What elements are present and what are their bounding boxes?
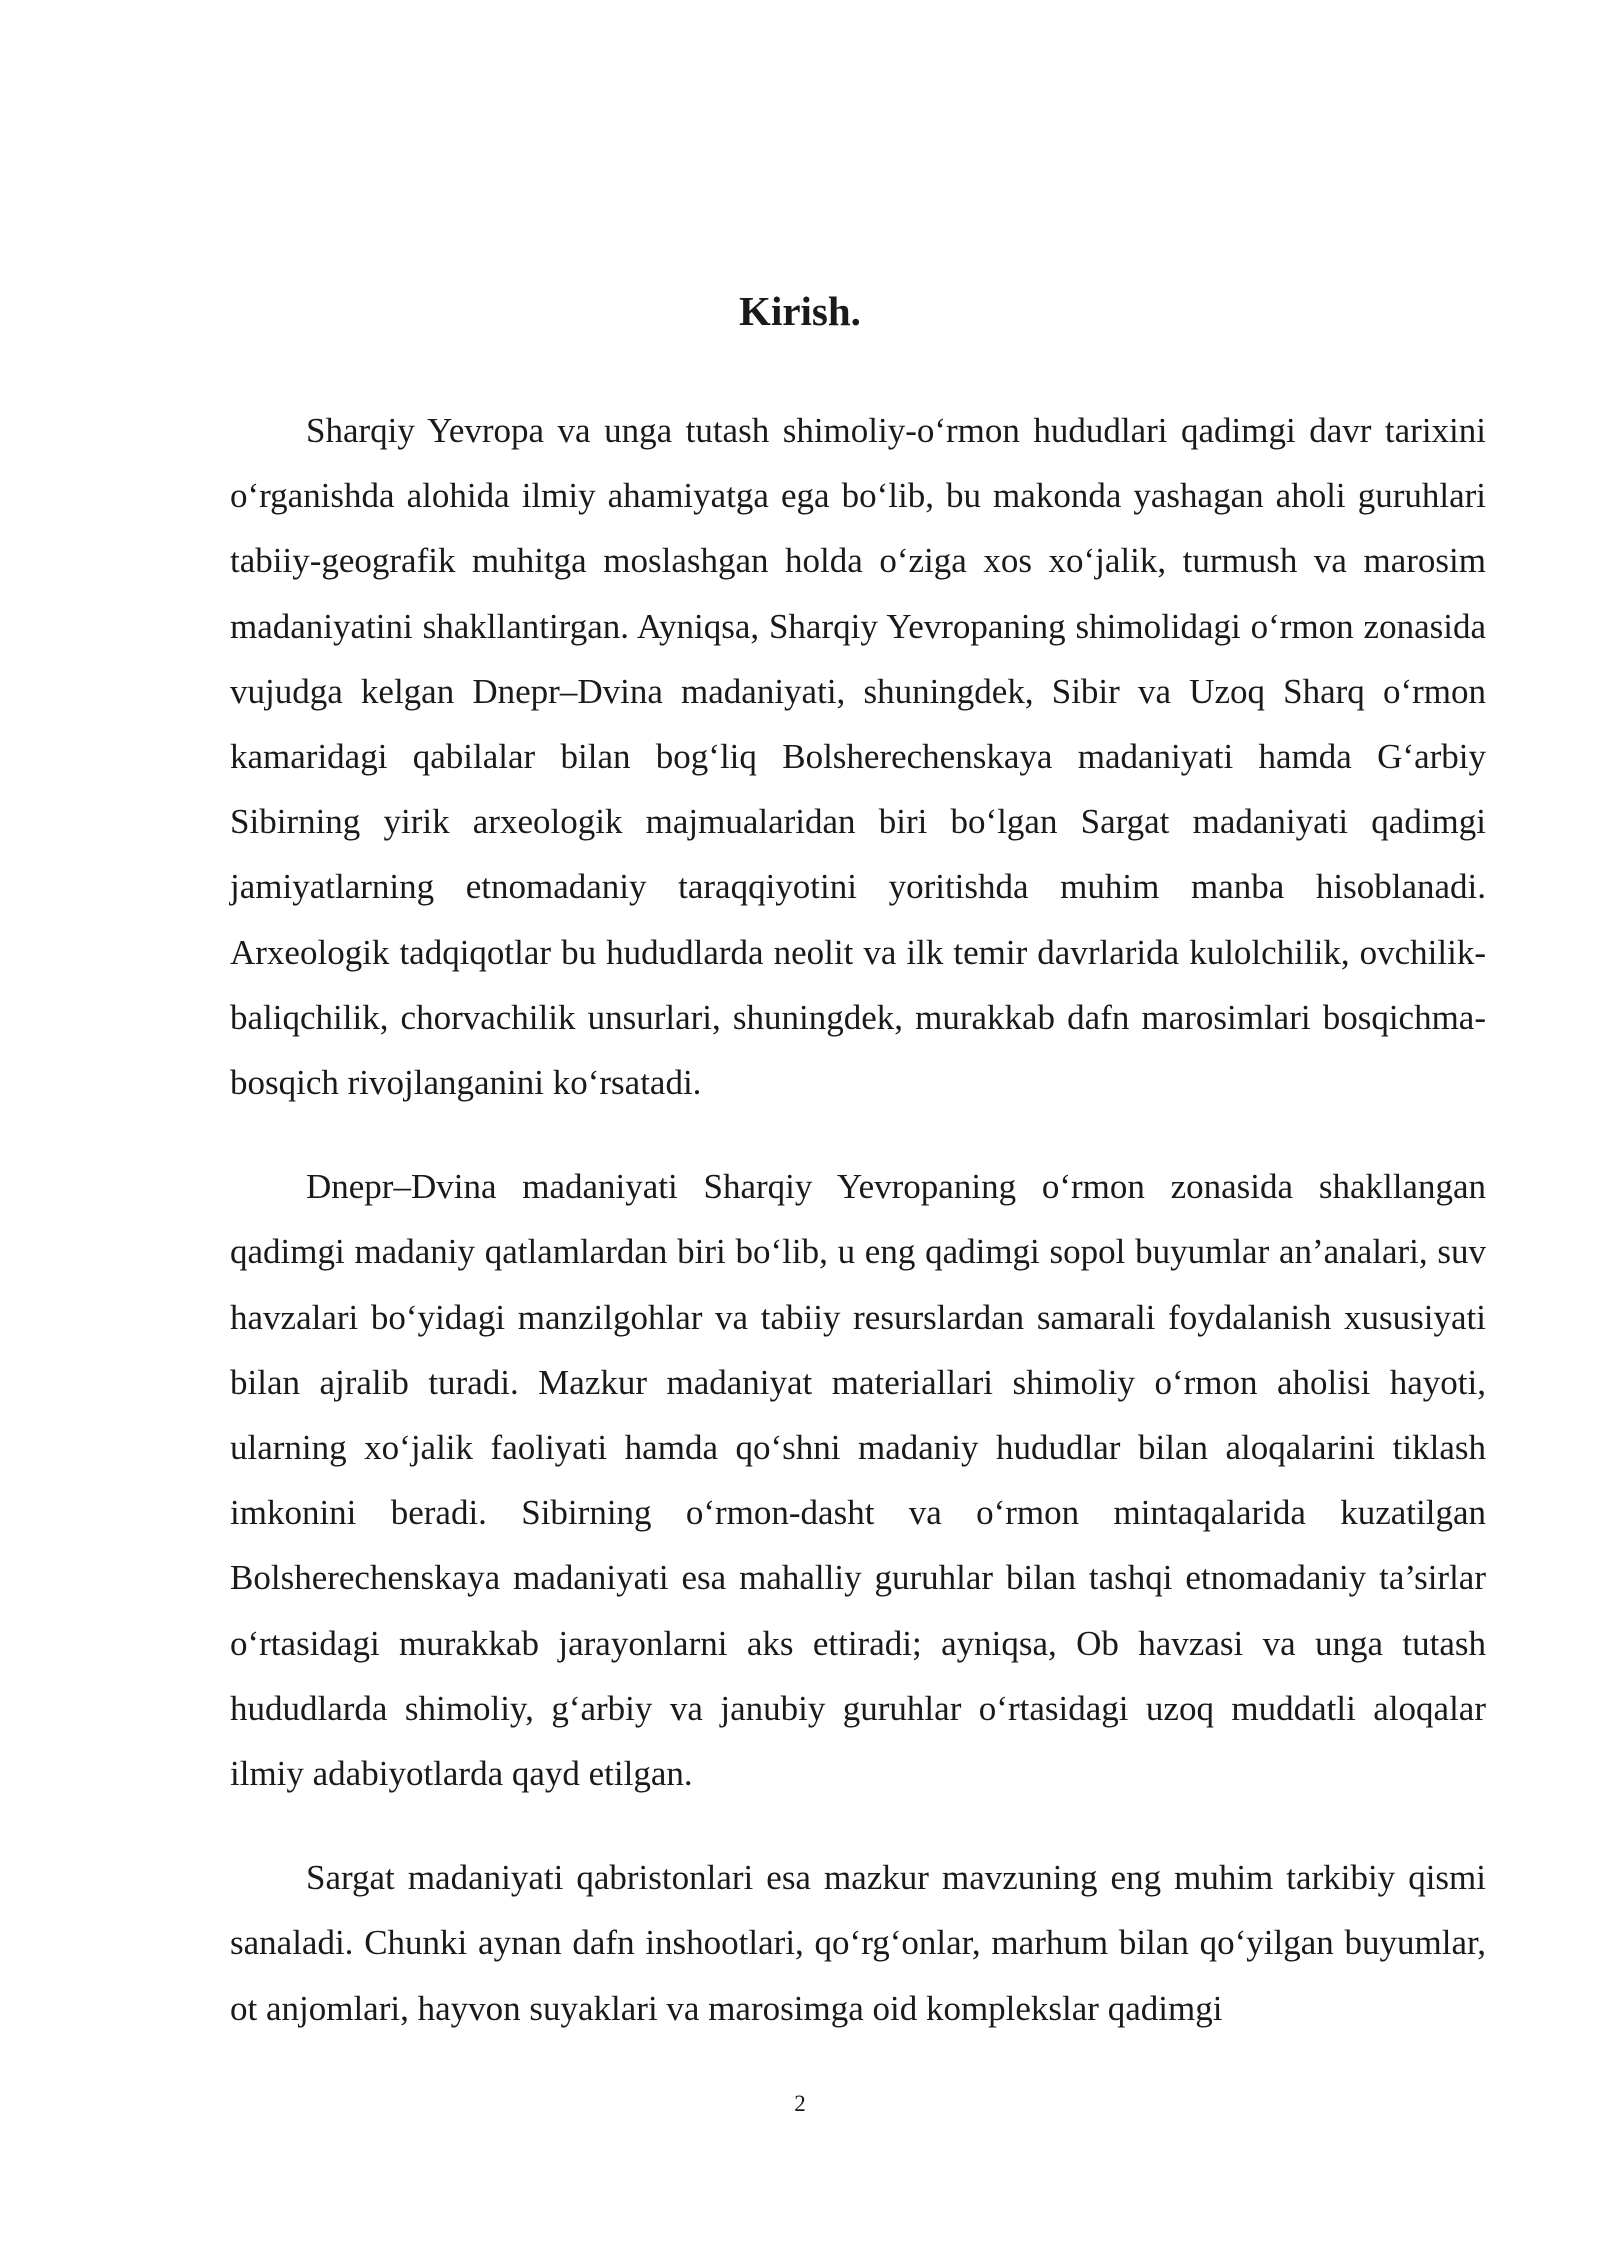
paragraph-3: Sargat madaniyati qabristonlari esa mazkur mavzuning eng muhim tarkibiy qismi sanaladi. Chunki aynan dafn inshootlari, qoʻrgʻonlar, marhum bilan qoʻyilgan buyumlar, ot anjomlari, hayvon suyaklari va marosimga oid komplekslar qadimgi <box>230 1858 1486 2028</box>
section-title: Kirish. <box>739 288 861 334</box>
page-number: 2 <box>794 2091 806 2116</box>
paragraph-2: Dnepr–Dvina madaniyati Sharqiy Yevropaning oʻrmon zonasida shakllangan qadimgi madaniy qatlamlardan biri boʻlib, u eng qadimgi sopol buyumlar an’analari, suv havzalari boʻyidagi manzilgohlar va tabiiy resurslardan samarali foydalanish xususiyati bilan ajralib turadi. Mazkur madaniyat materiallari shimoliy oʻrmon aholisi hayoti, ularning xoʻjalik faoliyati hamda qoʻshni madaniy hududlar bilan aloqalarini tiklash imkonini beradi. Sibirning oʻrmon-dasht va oʻrmon mintaqalarida kuzatilgan Bolsherechenskaya madaniyati esa mahalliy guruhlar bilan tashqi etnomadaniy ta’sirlar oʻrtasidagi murakkab jarayonlarni aks ettiradi; ayniqsa, Ob havzasi va unga tutash hududlarda shimoliy, gʻarbiy va janubiy guruhlar oʻrtasidagi uzoq muddatli aloqalar ilmiy adabiyotlarda qayd etilgan. <box>230 1167 1486 1794</box>
body-text <box>230 398 1486 2080</box>
paragraph-1: Sharqiy Yevropa va unga tutash shimoliy-oʻrmon hududlari qadimgi davr tarixini oʻrganishda alohida ilmiy ahamiyatga ega boʻlib, bu makonda yashagan aholi guruhlari tabiiy-geografik muhitga moslashgan holda oʻziga xos xoʻjalik, turmush va marosim madaniyatini shakllantirgan. Ayniqsa, Sharqiy Yevropaning shimolidagi oʻrmon zonasida vujudga kelgan Dnepr–Dvina madaniyati, shuningdek, Sibir va Uzoq Sharq oʻrmon kamaridagi qabilalar bilan bogʻliq Bolsherechenskaya madaniyati hamda Gʻarbiy Sibirning yirik arxeologik majmualaridan biri boʻlgan Sargat madaniyati qadimgi jamiyatlarning etnomadaniy taraqqiyotini yoritishda muhim manba hisoblanadi. Arxeologik tadqiqotlar bu hududlarda neolit va ilk temir davrlarida kulolchilik, ovchilik-baliqchilik, chorvachilik unsurlari, shuningdek, murakkab dafn marosimlari bosqichma-bosqich rivojlanganini koʻrsatadi. <box>230 411 1486 1103</box>
